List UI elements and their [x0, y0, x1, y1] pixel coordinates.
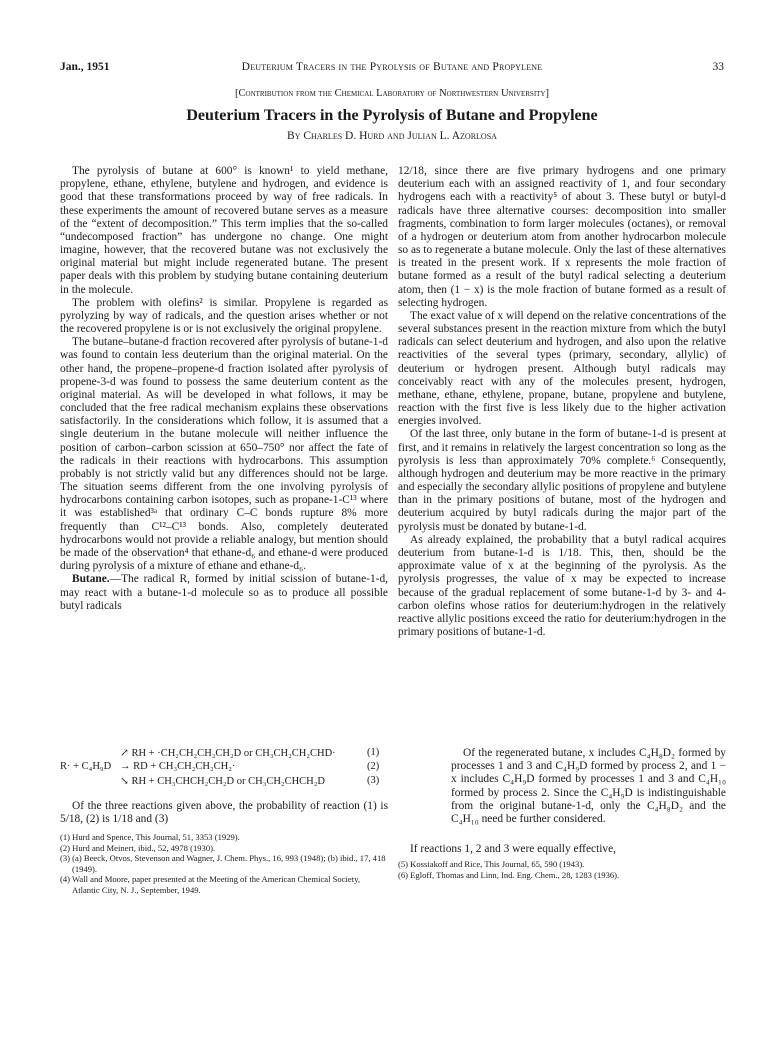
author-byline: By Charles D. Hurd and Julian L. Azorlosa	[287, 130, 497, 142]
right-column-beside-scheme	[451, 747, 726, 826]
left-column	[60, 165, 388, 613]
header-running-title: Deuterium Tracers in the Pyrolysis of Butane and Propylene	[241, 61, 543, 73]
footnotes-right	[398, 859, 726, 880]
paragraph: If reactions 1, 2 and 3 were equally effective,	[410, 843, 616, 855]
paragraph: Of the three reactions given above, the probability of reaction (1) is 5/18, (2) is 1/18 and (3)	[60, 800, 388, 826]
running-header	[60, 61, 724, 77]
footnote: (4) Wall and Moore, paper presented at the Meeting of the American Chemical Society, Atlantic City, N. J., September, 1949.	[60, 874, 360, 895]
footnote: (5) Kossiakoff and Rice, This Journal, 65, 590 (1943).	[398, 859, 585, 869]
paragraph: Of the regenerated butane, x includes C₄H₈D₂ formed by processes 1 and 3 and C₄H₉D formed by process 2, and 1 − x includes C₄H₉D formed by processes 1 and 3 and C₄H₁₀ formed by process 2. Since the C₄H₉D is indistinguishable from the original butane-1-d, only the C₄H₈D₂ and the C₄H₁₀ need be further considered.	[451, 747, 726, 825]
reaction-2: → RD + CH₃CH₂CH₂CH₂·	[120, 761, 236, 772]
paragraph: The exact value of x will depend on the relative concentrations of the several substances present in the reaction mixture from which the butyl radicals can select deuterium and hydrogen, and also upon the relative reactivities of the several types (primary, secondary, allylic) of deuterium or hydrogen present. Although butyl radicals may conceivably react with any of the molecules present, hydrogen, methane, ethane, ethylene, propane, butane, propylene and butylene, reaction with the first five is less likely due to the higher activation energies involved.	[398, 309, 726, 428]
reactants: R· + C₄H₉D	[60, 761, 112, 772]
footnote: (6) Egloff, Thomas and Linn, Ind. Eng. Chem., 28, 1283 (1936).	[398, 869, 620, 880]
reaction-3-number: (3)	[367, 775, 380, 786]
paragraph: Of the last three, only butane in the form of butane-1-d is present at first, and it remains in relatively the largest concentration so long as the pyrolysis is less than approximately 70% complete.⁶ Consequently, although hydrogen and deuterium may be more reactive in the primary and especially the secondary allylic positions of propylene and butylene than in the primary positions of butane, most of the hydrogen and deuterium acquired by butyl radicals during the major part of the pyrolysis must be donated by butane-1-d.	[398, 428, 727, 533]
paragraph: As already explained, the probability that a butyl radical acquires deuterium from butane-1-d is 1/18. This, then, should be the approximate value of x at the beginning of the pyrolysis. As the pyrolysis progresses, the value of x may be expected to increase because of the gradual replacement of some butane-1-d by 3- and 4-carbon olefins whose ratios for deuterium:hydrogen in the relatively reactive allylic positions exceed the ratio for deuterium:hydrogen in the primary positions of butane-1-d.	[398, 533, 726, 639]
reaction-3: ↘ RH + CH₃CHCH₂CH₂D or CH₃CH₂CHCH₂D	[120, 776, 326, 787]
reaction-2-number: (2)	[367, 761, 380, 772]
footnote: (2) Hurd and Meinert, ibid., 52, 4978 (1930).	[60, 842, 216, 853]
reaction-1-number: (1)	[367, 747, 380, 758]
paragraph: 12/18, since there are five primary hydrogens and one primary deuterium each with an assigned reactivity of 1, and four secondary hydrogens each with a reactivity⁵ of about 3. These butyl or butyl-d radicals have three alternative courses: decomposition into smaller fragments, combination to form larger molecules (octanes), or removal of a hydrogen or deuterium atom from another hydrocarbon molecule so as to regenerate a butane molecule. Only the last of these alternatives is treated in the present work. If x represents the mole fraction of butane formed as a result of the butyl radical selecting a deuterium atom, then (1 − x) is the mole fraction of butane formed as a result of selecting hydrogen.	[398, 165, 726, 309]
paragraph: The problem with olefins² is similar. Propylene is regarded as pyrolyzing by way of radicals, and the question arises whether or not the recovered propylene is or is not exclusively the original propylene.	[60, 296, 388, 336]
section-heading-butane: Butane.	[72, 573, 110, 586]
header-date: Jan., 1951	[60, 61, 110, 73]
paragraph: The pyrolysis of butane at 600° is known¹ to yield methane, propylene, ethane, ethylene, butylene and hydrogen, and evidence is good that these transformations proceed by way of free radicals. In these experiments the amount of recovered butane serves as a measure of the “extent of decomposition.” This term implies that the so-called “undecomposed fraction” has undergone no change. One might imagine, however, that the recovered butane was not exclusively the original material but might include regenerated butane. The present paper deals with this problem by studying butane containing deuterium in the molecule.	[60, 165, 388, 296]
contribution-line: [Contribution from the Chemical Laboratory of Northwestern University]	[235, 88, 549, 99]
right-column	[398, 165, 726, 639]
page-number: 33	[712, 61, 724, 73]
reaction-scheme	[60, 747, 450, 795]
footnote: (1) Hurd and Spence, This Journal, 51, 3353 (1929).	[60, 832, 240, 842]
butane-text: —The radical R, formed by initial scission of butane-1-d, may react with a butane-1-d molecule so as to produce all possible butyl radicals	[60, 573, 388, 612]
paper-title: Deuterium Tracers in the Pyrolysis of Butane and Propylene	[186, 107, 598, 124]
reaction-1: ↗ RH + ·CH₂CH₂CH₂CH₂D or CH₃CH₂CH₂CHD·	[120, 748, 336, 759]
footnotes-left	[60, 832, 388, 895]
left-column-continued	[60, 800, 388, 826]
paragraph	[60, 573, 388, 613]
paragraph: The butane–butane-d fraction recovered after pyrolysis of butane-1-d was found to contain less deuterium than the original material. On the other hand, the propene–propene-d fraction isolated after pyrolysis of propene-3-d was found to possess the same deuterium content as the original material. As will be developed in what follows, it may be concluded that the free radical mechanism explains these observations satisfactorily. In the considerations which follow, it is assumed that a single deuterium in the butane molecule will neither influence the position of carbon–carbon scission at 650–750° nor affect the fate of the radicals in their reactions with hydrocarbons. This assumption probably is not strictly valid but any differences should not be large. The situation seems different from the one involving pyrolysis of hydrocarbons containing carbon isotopes, such as propane-1-C¹³ where it was established³ᵃ that ordinary C–C bonds rupture 8% more frequently than C¹²–C¹³ bonds. Also, completely deuterated hydrocarbons would not provide a reliable analogy, but mention should be made of the observation⁴ that ethane-d₆ and ethane-d were produced during pyrolysis of a mixture of ethane and ethane-d₆.	[60, 336, 388, 573]
footnote: (3) (a) Beeck, Otvos, Stevenson and Wagner, J. Chem. Phys., 16, 993 (1948); (b) ibid., 17, 418 (1949).	[60, 853, 386, 874]
right-column-continued	[398, 843, 726, 856]
